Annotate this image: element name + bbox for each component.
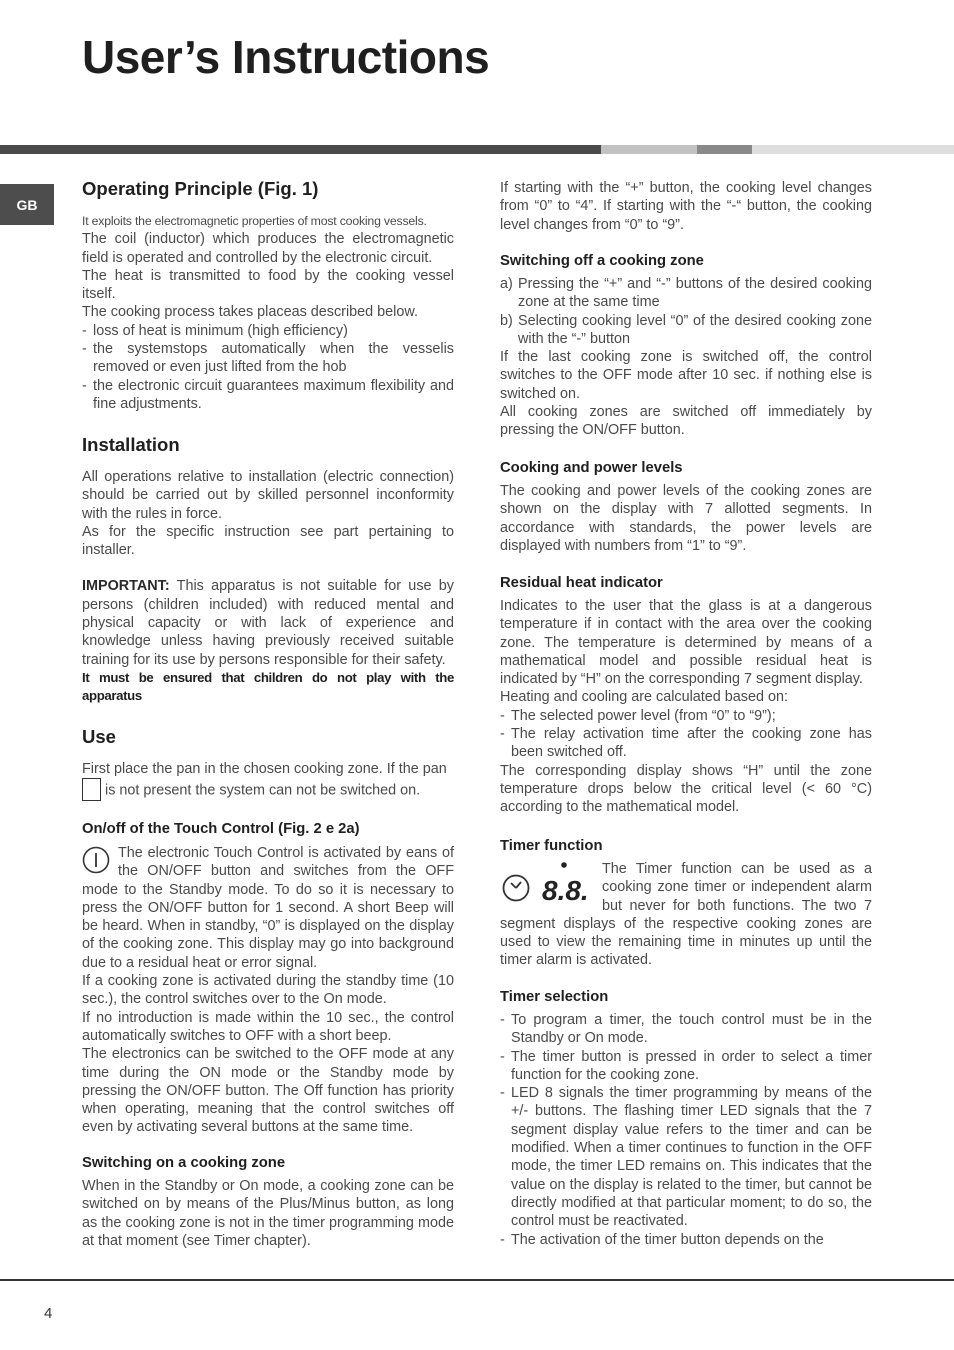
- section-heading: Residual heat indicator: [500, 575, 663, 591]
- paragraph: If no introduction is made within the 10 sec., the control automatically switches to OFF with a short beep.: [82, 1009, 454, 1044]
- power-levels-section: [500, 459, 872, 555]
- paragraph: The Timer function can be used as a cooking zone timer or independent alarm but never for both functions. The two 7 segment displays of the respective cooking zones are used to view the remaining time in minutes up until the timer alarm is activated.: [500, 861, 872, 969]
- power-button-icon: [82, 846, 110, 874]
- section-heading: Installation: [82, 434, 180, 455]
- list-marker: a): [500, 276, 513, 292]
- switching-on-section: [82, 1154, 454, 1250]
- header-bar-segment: [697, 145, 752, 154]
- section-heading: Use: [82, 726, 116, 747]
- paragraph: When in the Standby or On mode, a cooking zone can be switched on by means of the Plus/Minus button, as long as the cooking zone is not in the timer programming mode at that moment (see Timer chapter).: [82, 1178, 454, 1249]
- list-item: - The timer button is pressed in order to select a timer function for the cooking zone.: [500, 1048, 872, 1085]
- header-bar-segment: [0, 145, 601, 154]
- timer-function-section: [500, 837, 872, 970]
- child-warning: It must be ensured that children do not play with the apparatus: [82, 669, 454, 704]
- list-item: - The relay activation time after the cooking zone has been switched off.: [500, 725, 872, 762]
- paragraph: All cooking zones are switched off immediately by pressing the ON/OFF button.: [500, 404, 872, 439]
- timer-selection-list: [500, 1011, 872, 1249]
- section-heading: Switching on a cooking zone: [82, 1155, 286, 1171]
- paragraph: If a cooking zone is activated during the standby time (10 sec.), the control switches over to the On mode.: [82, 973, 454, 1008]
- paragraph: All operations relative to installation (electric connection) should be carried out by skilled personnel inconformity with the rules in force.: [82, 469, 454, 522]
- list-item: - The selected power level (from “0” to “9”);: [500, 707, 872, 725]
- header-bar-segment: [601, 145, 697, 154]
- paragraph: First place the pan in the chosen cooking zone. If the pan: [82, 761, 447, 777]
- page-number: 4: [44, 1305, 53, 1322]
- switching-off-section: [500, 252, 872, 440]
- heat-factor-list: [500, 707, 872, 762]
- paragraph: If the last cooking zone is switched off, the control switches to the OFF mode after 10 sec. if nothing else is switched on.: [500, 349, 872, 402]
- paragraph: The heat is transmitted to food by the cooking vessel itself.: [82, 267, 454, 303]
- timer-selection-section: [500, 988, 872, 1249]
- paragraph: The corresponding display shows “H” until the zone temperature drops below the critical level (< 60 °C) according to the mathematical model.: [500, 762, 872, 816]
- touch-control-body: [82, 844, 454, 1137]
- important-text: This apparatus is not suitable for use by persons (children included) with reduced mental and physical capacity or with lack of experience and knowledge unless having previously received suitable training for its use by persons responsible for their safety.: [82, 578, 454, 668]
- header-bar-segment: [752, 145, 954, 154]
- installation-section: [82, 434, 454, 706]
- paragraph: [82, 780, 454, 801]
- section-heading: Timer selection: [500, 989, 609, 1005]
- operating-principle-section: [82, 178, 454, 413]
- list-item: - The activation of the timer button depends on the: [500, 1231, 872, 1249]
- seven-segment-display-icon: 8.8.: [542, 875, 589, 906]
- paragraph: It exploits the electromagnetic properties of most cooking vessels.: [82, 214, 427, 228]
- list-item: [500, 312, 872, 349]
- timer-function-body: [500, 860, 872, 970]
- list-item: [500, 275, 872, 312]
- paragraph: If starting with the “+” button, the cooking level changes from “0” to “4”. If starting with the “-“ button, the cooking level changes from “0” to “9”.: [500, 180, 872, 233]
- important-label: IMPORTANT:: [82, 578, 170, 595]
- section-heading: Switching off a cooking zone: [500, 253, 704, 269]
- list-item: - the electronic circuit guarantees maximum flexibility and fine adjustments.: [82, 377, 454, 414]
- use-section: [82, 726, 454, 801]
- section-heading: On/off of the Touch Control (Fig. 2 e 2a): [82, 821, 360, 837]
- paragraph: The cooking and power levels of the cooking zones are shown on the display with 7 allotted segments. In accordance with standards, the power levels are displayed with numbers from “1” to “9”.: [500, 483, 872, 554]
- residual-heat-section: [500, 574, 872, 817]
- touch-control-section: [82, 820, 454, 1137]
- page-title: User’s Instructions: [82, 31, 490, 83]
- paragraph: The electronics can be switched to the OFF mode at any time during the ON mode or the Standby mode by pressing the ON/OFF button. The Off function has priority when operating, meaning that the control switches off even by activating several buttons at the same time.: [82, 1046, 454, 1136]
- language-tab: GB: [0, 184, 54, 225]
- paragraph: The cooking process takes placeas described below.: [82, 304, 418, 321]
- paragraph: Indicates to the user that the glass is at a dangerous temperature if in contact with the area over the cooking zone. The temperature is determined by means of a mathematical model and possible residual heat is indicated by “H” on the corresponding 7 segment display.: [500, 598, 872, 688]
- important-paragraph: [82, 577, 454, 668]
- list-marker: b): [500, 312, 513, 329]
- list-item: - loss of heat is minimum (high efficiency): [82, 322, 454, 340]
- paragraph-text: is not present the system can not be switched on.: [105, 782, 421, 799]
- paragraph: The coil (inductor) which produces the electromagnetic field is operated and controlled by the electronic circuit.: [82, 231, 454, 266]
- list-item-text: Pressing the “+” and “-” buttons of the desired cooking zone at the same time: [518, 276, 872, 311]
- section-heading: Cooking and power levels: [500, 460, 683, 476]
- list-item-text: Selecting cooking level “0” of the desired cooking zone with the “-” button: [518, 312, 872, 347]
- list-item: - To program a timer, the touch control must be in the Standby or On mode.: [500, 1011, 872, 1048]
- paragraph: The electronic Touch Control is activated by eans of the ON/OFF button and switches from the OFF mode to the Standby mode. To do so it is necessary to press the ON/OFF button for 1 second. A short Beep will be heard. When in standby, “0” is displayed on the display of the cooking zone. This display may go into background due to a residual heat or error signal.: [82, 845, 454, 971]
- section-heading: Timer function: [500, 838, 603, 854]
- list-item: - LED 8 signals the timer programming by means of the +/- buttons. The flashing timer LED signals that the 7 segment display value refers to the timer and can be modified. When a timer continues to function in the OFF mode, the timer LED remains on. This indicates that the value on the display is related to the timer, but cannot be directly modified at that particular moment; to do so, the control must be reactivated.: [500, 1084, 872, 1230]
- cooking-level-intro: [500, 179, 872, 234]
- feature-list: [82, 322, 454, 413]
- paragraph: Heating and cooling are calculated based on:: [500, 689, 789, 706]
- section-heading: Operating Principle (Fig. 1): [82, 178, 319, 199]
- pan-placeholder-icon: [82, 778, 101, 801]
- list-item: - the systemstops automatically when the vesselis removed or even just lifted from the hob: [82, 340, 454, 377]
- switch-off-list: [500, 275, 872, 348]
- footer-rule: [0, 1279, 954, 1281]
- timer-clock-icon: [500, 860, 592, 908]
- paragraph: As for the specific instruction see part pertaining to installer.: [82, 523, 454, 559]
